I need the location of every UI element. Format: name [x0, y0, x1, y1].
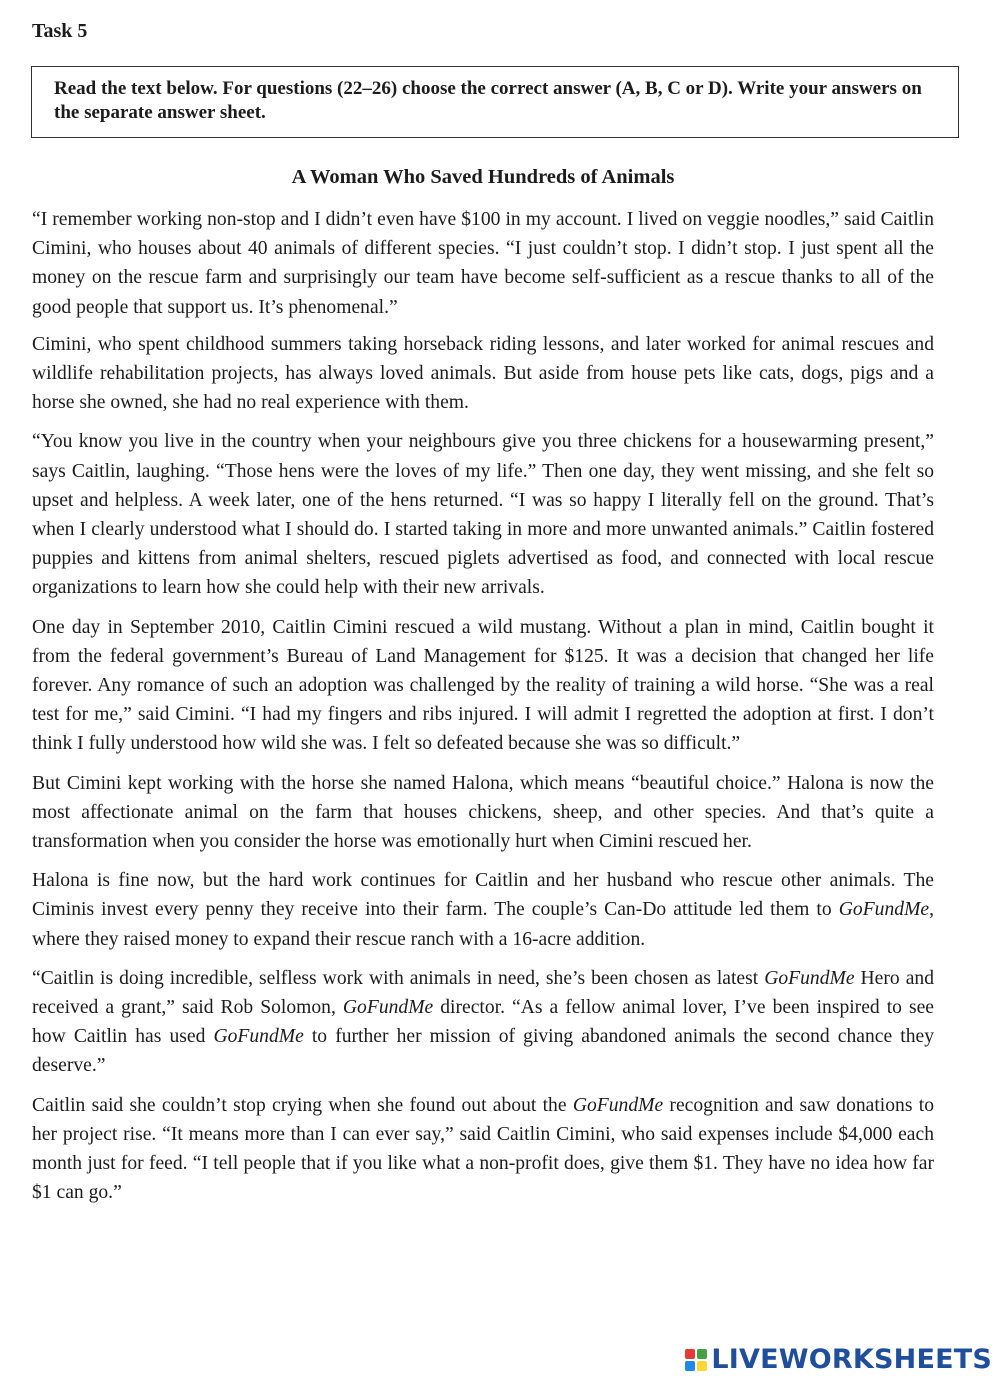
logo-square-yellow [697, 1361, 707, 1371]
paragraph-text: Hero and received a grant,” said Rob Solomon, [32, 967, 934, 1019]
liveworksheets-logo[interactable] [685, 1344, 992, 1375]
instruction-box: Read the text below. For questions (22–26) choose the correct answer (A, B, C or D). Write your answers on the separate answer sheet. [31, 66, 959, 138]
paragraph-1 [32, 205, 934, 322]
logo-square-red [685, 1349, 695, 1359]
paragraph-text: , where they raised money to expand their rescue ranch with a 16-acre addition. [32, 899, 934, 950]
paragraph-text: to further her mission of giving abandoned animals the second chance they deserve.” [32, 1026, 934, 1077]
gofundme-emphasis: GoFundMe [764, 967, 855, 989]
logo-square-blue [685, 1361, 695, 1371]
article-title: A Woman Who Saved Hundreds of Animals [291, 166, 675, 188]
paragraph-text: One day in September 2010, Caitlin Cimini rescued a wild mustang. Without a plan in mind, Caitlin bought it from the federal government’s Bureau of Land Management for $125. It was a decision that changed her life forever. Any romance of such an adoption was challenged by the reality of training a wild horse. “She was a real test for me,” said Cimini. “I had my fingers and ribs injured. I will admit I regretted the adoption at first. I don’t think I fully understood how wild she was. I felt so defeated because she was so difficult.” [32, 616, 934, 755]
paragraph-text: “Caitlin is doing incredible, selfless work with animals in need, she’s been chosen as latest [32, 967, 765, 989]
logo-square-green [697, 1349, 707, 1359]
article-body [32, 205, 934, 1218]
gofundme-emphasis: GoFundMe [838, 899, 930, 921]
paragraph-6 [32, 866, 934, 954]
paragraph-text: “I remember working non-stop and I didn’t even have $100 in my account. I lived on veggie noodles,” said Caitlin Cimini, who houses about 40 animals of different species. “I just couldn’t stop. I didn’t stop. I just spent all the money on the rescue farm and surprisingly our team have become self-sufficient as a rescue thanks to all of the good people that support us. It’s phenomenal.” [32, 209, 934, 318]
paragraph-text: Cimini, who spent childhood summers taking horseback riding lessons, and later worked for animal rescues and wildlife rehabilitation projects, has always loved animals. But aside from house pets like cats, dogs, pigs and a horse she owned, she had no real experience with them. [32, 333, 934, 414]
paragraph-text: Caitlin said she couldn’t stop crying when she found out about the [32, 1094, 573, 1116]
gofundme-emphasis: GoFundMe [572, 1094, 664, 1116]
paragraph-8 [32, 1091, 934, 1208]
paragraph-2 [32, 330, 934, 418]
paragraph-text: “You know you live in the country when your neighbours give you three chickens for a housewarming present,” says Caitlin, laughing. “Those hens were the loves of my life.” Then one day, they went missing, and she felt so upset and helpless. A week later, one of the hens returned. “I was so happy I literally fell on the ground. That’s when I clearly understood what I should do. I started taking in more and more unwanted animals.” Caitlin fostered puppies and kittens from animal shelters, rescued piglets advertised as food, and connected with local rescue organizations to learn how she could help with their new arrivals. [32, 431, 934, 599]
paragraph-text: recognition and saw donations to her project rise. “It means more than I can ever say,” said Caitlin Cimini, who said expenses include $4,000 each month just for feed. “I tell people that if you like what a non-profit does, give them $1. They have no idea how far $1 can go.” [32, 1094, 934, 1204]
paragraph-text: But Cimini kept working with the horse she named Halona, which means “beautiful choice.” Halona is now the most affectionate animal on the farm that houses chickens, sheep, and other species. And that’s quite a transformation when you consider the horse was emotionally hurt when Cimini rescued her. [32, 772, 934, 853]
paragraph-7 [32, 964, 934, 1081]
gofundme-emphasis: GoFundMe [213, 1026, 304, 1048]
liveworksheets-text: LIVEWORKSHEETS [711, 1344, 992, 1375]
paragraph-3 [32, 427, 934, 602]
task-label: Task 5 [32, 20, 88, 42]
paragraph-4 [32, 613, 934, 759]
paragraph-5 [32, 769, 934, 857]
paragraph-text: director. “As a fellow animal lover, I’ve been inspired to see how Caitlin has used [32, 997, 934, 1048]
paragraph-text: Halona is fine now, but the hard work continues for Caitlin and her husband who rescue other animals. The Ciminis invest every penny they receive into their farm. The couple’s Can-Do attitude led them to [32, 870, 934, 921]
liveworksheets-icon [685, 1349, 707, 1371]
gofundme-emphasis: GoFundMe [342, 997, 434, 1019]
